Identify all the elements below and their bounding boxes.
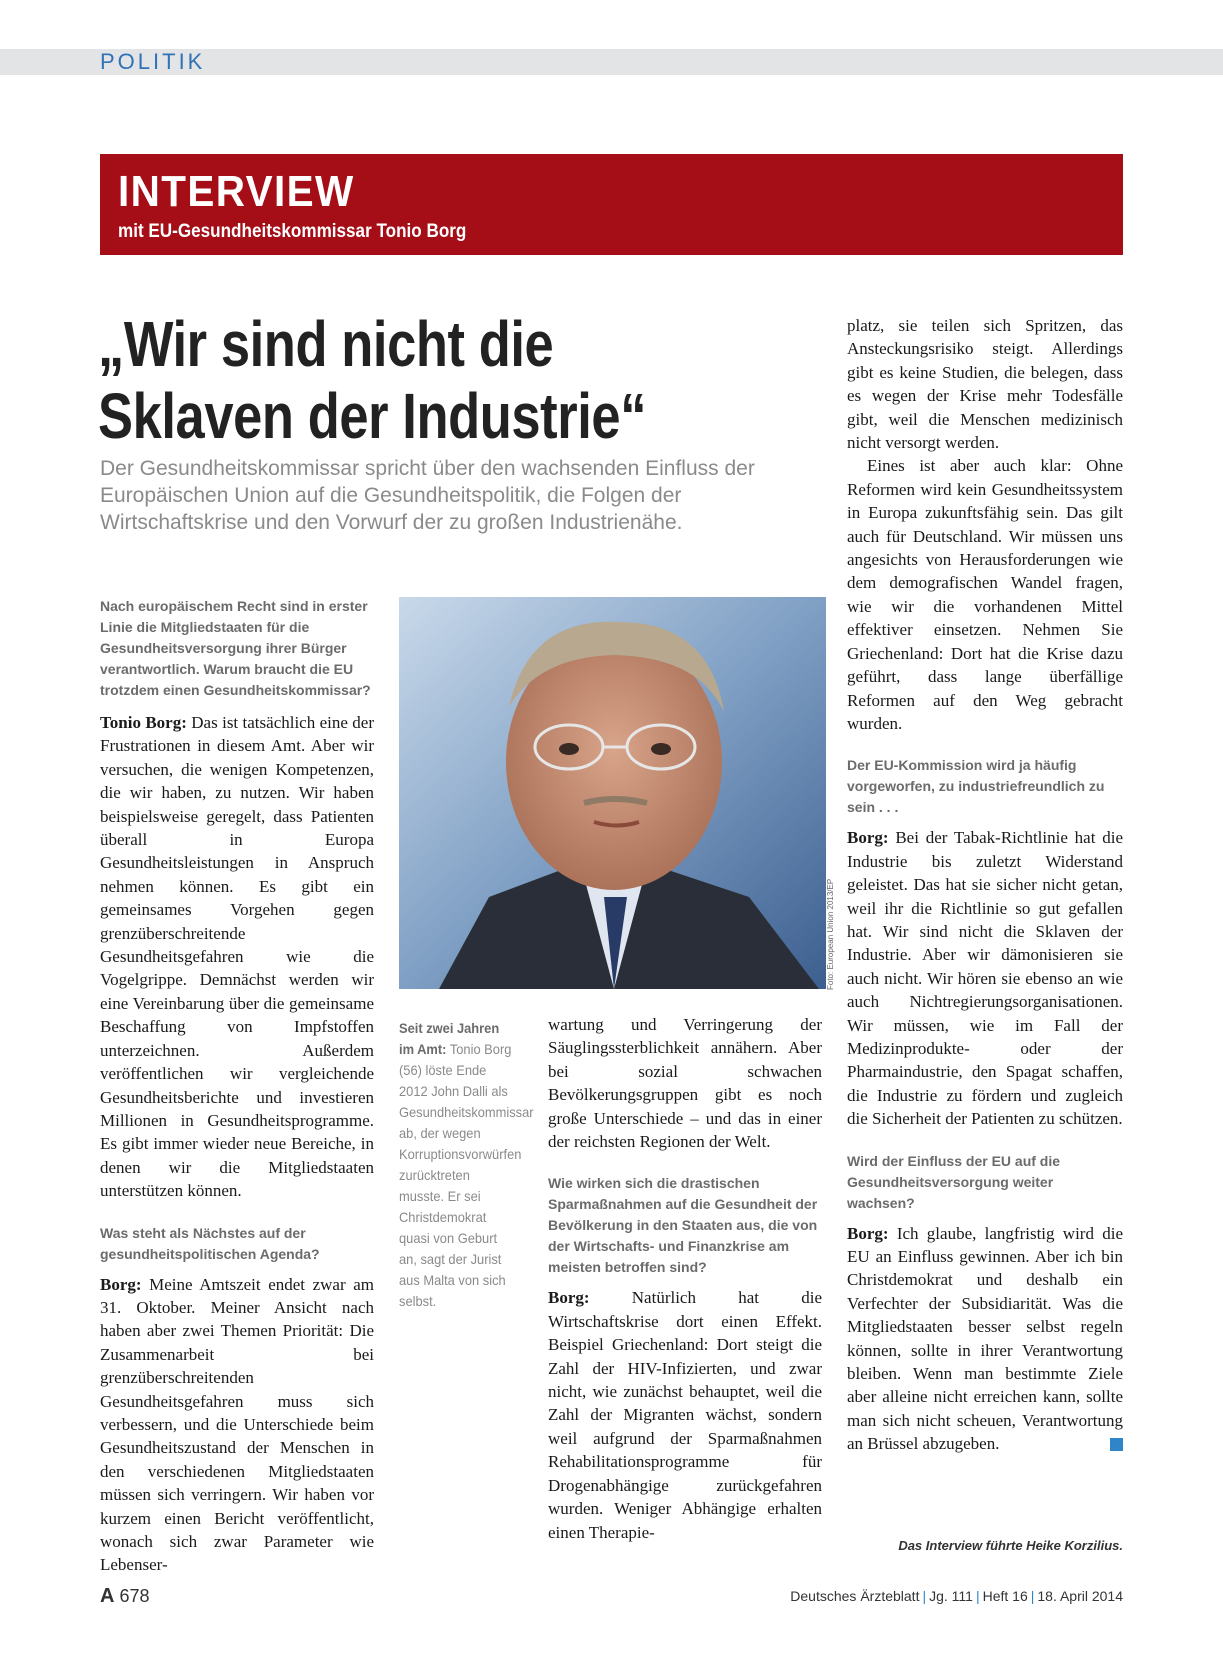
banner-subtitle: mit EU-Gesundheitskommissar Tonio Borg	[118, 221, 467, 242]
caption-lead: Seit zwei Jahren im Amt:	[399, 1020, 500, 1057]
headline: „Wir sind nicht die Sklaven der Industrie“	[98, 308, 647, 452]
answer-5	[847, 1222, 1123, 1456]
speaker-label: Borg:	[847, 828, 889, 848]
issue-date: 18. April 2014	[1037, 1588, 1123, 1604]
issue: Heft 16	[982, 1588, 1028, 1604]
volume: Jg. 111	[929, 1588, 973, 1604]
photo-credit: Foto: European Union 2013/EP	[826, 878, 835, 990]
page-number-value: 678	[119, 1586, 150, 1606]
paragraph: Eines ist aber auch klar: Ohne Reformen wird kein Gesundheitssystem in Europa zukunftsfähig sein. Das gilt auch für Deutschland. Wir müssen uns angesichts von Herausforderungen wie dem demografischen Wandel fragen, wie wir die vorhandenen Mittel effektiver einsetzen. Nehmen Sie Griechenland: Dort hat die Krise dazu geführt, dass lange überfällige Reformen auf den Weg gebracht wurden.	[847, 456, 1123, 733]
column-3	[847, 314, 1123, 1456]
continuation-text: platz, sie teilen sich Spritzen, das Ansteckungsrisiko steigt. Allerdings gibt es keine Studien, die belegen, dass es wegen der Krise mehr Todesfälle gibt, weil die Menschen medizinisch nicht versorgt werden.	[847, 316, 1123, 453]
banner-title: INTERVIEW	[118, 167, 355, 216]
page-prefix: A	[100, 1585, 115, 1607]
portrait-photo	[399, 597, 826, 989]
byline: Das Interview führte Heike Korzilius.	[898, 1538, 1123, 1553]
section-label: POLITIK	[100, 49, 206, 74]
speaker-label: Borg:	[100, 1274, 142, 1294]
photo-caption	[399, 1018, 534, 1312]
caption-text: Tonio Borg (56) löste Ende 2012 John Dalli als Gesundheitskommissar ab, der wegen Korruptionsvorwürfen zurücktreten musste. Er sei Christdemokrat quasi von Geburt an, sagt der Jurist aus Malta von sich selbst.	[399, 1041, 534, 1309]
footer-citation: Deutsches Ärzteblatt | Jg. 111 | Heft 16 | 18. April 2014	[790, 1588, 1123, 1604]
column-2	[548, 1013, 822, 1544]
speaker-label: Borg:	[548, 1288, 590, 1308]
speaker-label: Tonio Borg:	[100, 713, 187, 732]
page-number	[100, 1585, 150, 1608]
answer-3	[548, 1286, 822, 1543]
question-2: Was steht als Nächstes auf der gesundheitspolitischen Agenda?	[100, 1224, 320, 1262]
answer-4	[847, 826, 1123, 1130]
answer-2	[100, 1273, 374, 1577]
journal-name: Deutsches Ärzteblatt	[790, 1588, 920, 1604]
answer-text: Ich glaube, langfristig wird die EU an Einfluss gewinnen. Aber ich bin Christdemokrat und deshalb ein Verfechter der Subsidiarität. Was die Mitgliedstaaten besser selbst regeln können, sollte in ihrer Verantwortung bleiben. Wenn man bestimmte Ziele aber alleine nicht erreichen kann, sollte man sich nicht scheuen, Verantwortung an Brüssel abzugeben.	[847, 1223, 1124, 1454]
answer-1	[100, 711, 374, 1203]
answer-text: Bei der Tabak-Richtlinie hat die Industrie bis zuletzt Widerstand geleistet. Das hat sie sicher nicht getan, weil ihr die Richtlinie so gut gefallen hat. Wir sind nicht die Sklaven der Industrie. Aber wir dämonisieren sie auch nicht. Wir hören sie ebenso an wie auch Nichtregierungsorganisationen. Wir müssen, wie im Fall der Medizinprodukte- oder der Pharmaindustrie, den Spagat schaffen, die Industrie zu fördern und zugleich die Sicherheit der Patienten zu schützen.	[847, 828, 1123, 1129]
portrait-illustration	[399, 597, 826, 989]
continuation-text: wartung und Verringerung der Säuglingssterblichkeit annähern. Aber bei sozial schwachen Bevölkerungsgruppen gibt es noch große Unterschiede – und das in einer der reichsten Regionen der Welt.	[548, 1015, 822, 1152]
lede: Der Gesundheitskommissar spricht über den wachsenden Einfluss der Europäischen Union auf die Gesundheitspolitik, die Folgen der Wirtschaftskrise und den Vorwurf der zu großen Industrienähe.	[100, 457, 755, 534]
column-1	[100, 596, 374, 1577]
question-5: Wird der Einfluss der EU auf die Gesundheitsversorgung weiter wachsen?	[847, 1152, 1061, 1211]
question-3: Wie wirken sich die drastischen Sparmaßnahmen auf die Gesundheit der Bevölkerung in den Staaten aus, die von der Wirtschafts- und Finanzkrise am meisten betroffen sind?	[548, 1175, 818, 1276]
end-mark-icon	[1110, 1438, 1123, 1451]
question-1: Nach europäischem Recht sind in erster Linie die Mitgliedstaaten für die Gesundheitsversorgung ihrer Bürger verantwortlich. Warum braucht die EU trotzdem einen Gesundheitskommissar?	[100, 598, 371, 698]
answer-text: Natürlich hat die Wirtschaftskrise dort einen Effekt. Beispiel Griechenland: Dort steigt die Zahl der HIV-Infizierten, und zwar nicht, wie zunächst behauptet, weil die Zahl der Migranten wächst, sondern weil aufgrund der Sparmaßnahmen Rehabilitationsprogramme für Drogenabhängige zurückgefahren wurden. Weniger Abhängige erhalten einen Therapie-	[548, 1288, 822, 1542]
speaker-label: Borg:	[847, 1223, 889, 1243]
question-4: Der EU-Kommission wird ja häufig vorgeworfen, zu industriefreundlich zu sein . . .	[847, 757, 1105, 816]
answer-text: Das ist tatsächlich eine der Frustrationen in diesem Amt. Aber wir versuchen, die wenigen Kompetenzen, die wir haben, zu nutzen. Wir haben beispielsweise geregelt, dass Patienten überall in Europa Gesundheitsleistungen in Anspruch nehmen können. Es gibt ein gemeinsames Vorgehen gegen grenzüberschreitende Gesundheitsgefahren wie die Vogelgrippe. Demnächst werden wir eine Vereinbarung über die gemeinsame Beschaffung von Impfstoffen unterzeichnen. Außerdem veröffentlichen wir vergleichende Gesundheitsberichte und investieren Millionen in Gesundheitsprogramme. Es gibt immer wieder neue Bereiche, in denen wir die Mitgliedstaaten unterstützen können.	[100, 713, 375, 1201]
answer-text: Meine Amtszeit endet zwar am 31. Oktober. Meiner Ansicht nach haben aber zwei Themen Priorität: Die Zusammenarbeit bei grenzüberschreitenden Gesundheitsgefahren muss sich verbessern, und die Unterschiede beim Gesundheitszustand der Menschen in den verschiedenen Mitgliedstaaten müssen sich verringern. Wir haben vor kurzem einen Bericht veröffentlicht, wonach sich zwar Parameter wie Lebenser-	[100, 1274, 374, 1575]
